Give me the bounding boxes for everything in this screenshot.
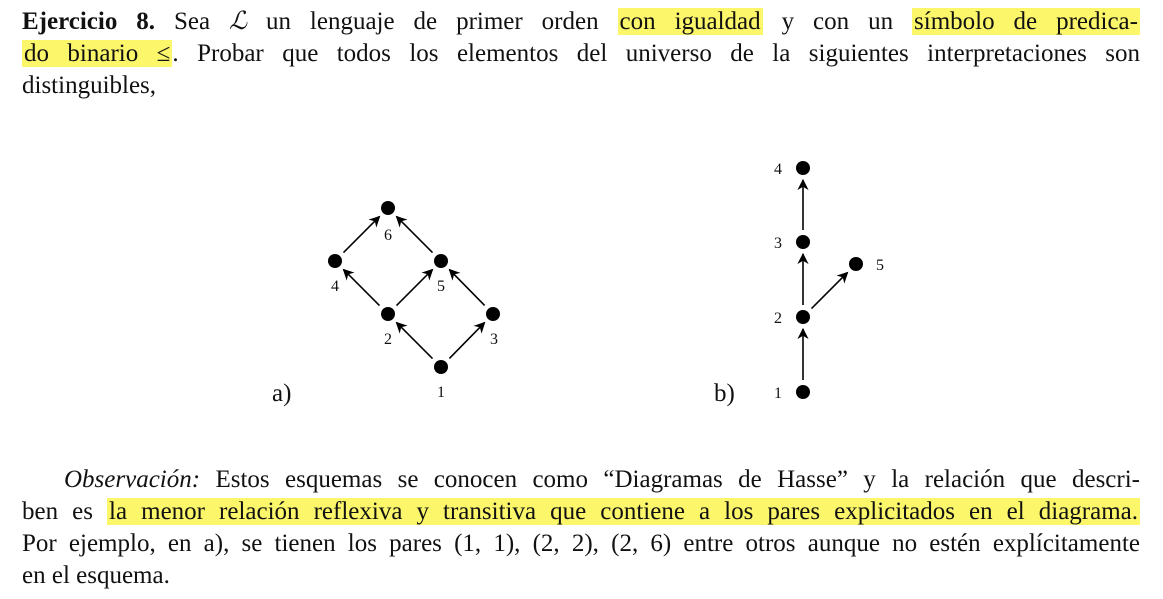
- diagram-b-node-1: [796, 385, 810, 399]
- highlight-binario: do binario ≤: [24, 40, 171, 67]
- highlight-simbolo-predicado: símbolo de predica-: [914, 8, 1138, 35]
- diagram-b-node-3: [796, 235, 810, 249]
- observation-line-4: en el esquema.: [22, 562, 170, 589]
- diagram-b-node-label-5: 5: [876, 257, 884, 274]
- exercise-line-3: distinguibles,: [22, 72, 157, 99]
- diagram-a: [272, 201, 500, 407]
- exercise-line-2: do binario ≤. Probar que todos los elementos del universo de la siguientes interpretaciones son: [24, 40, 1140, 67]
- exercise-line-1: Ejercicio 8. Sea ℒ un lenguaje de primer orden con igualdad y con un símbolo de predica-: [22, 8, 1138, 35]
- diagram-a-node-label-3: 3: [490, 331, 498, 348]
- language-symbol: ℒ: [229, 8, 248, 35]
- observation-line-3: Por ejemplo, en a), se tienen los pares (1, 1), (2, 2), (2, 6) entre otros aunque no estén explícitamente: [22, 530, 1140, 557]
- diagram-a-node-4: [328, 254, 342, 268]
- diagram-a-edge-1-3: [449, 323, 484, 359]
- diagram-b-label: b): [714, 380, 735, 407]
- diagram-a-node-label-6: 6: [384, 227, 392, 244]
- diagram-a-node-2: [381, 307, 395, 321]
- observation-line-1: Observación: Estos esquemas se conocen como “Diagramas de Hasse” y la relación que descri-: [64, 466, 1140, 493]
- observation-line-2: ben es la menor relación reflexiva y transitiva que contiene a los pares explicitados en el diagrama.: [22, 498, 1139, 525]
- diagram-a-node-label-1: 1: [437, 384, 445, 401]
- observation: [22, 464, 1140, 592]
- diagram-a-edge-2-5: [396, 269, 432, 305]
- diagram-a-node-label-4: 4: [331, 278, 339, 295]
- diagram-a-label: a): [272, 380, 292, 407]
- highlight-menor-relacion: la menor relación reflexiva y transitiva que contiene a los pares explicitados en el diagrama.: [109, 498, 1139, 525]
- diagram-b-node-label-3: 3: [774, 235, 782, 252]
- diagram-b-node-label-2: 2: [774, 310, 782, 327]
- diagram-a-node-label-5: 5: [437, 278, 445, 295]
- diagram-a-node-1: [434, 360, 448, 374]
- highlight-con-igualdad: con igualdad: [619, 8, 761, 35]
- diagram-a-node-label-2: 2: [384, 331, 392, 348]
- diagram-a-edge-1-2: [396, 322, 432, 358]
- observation-label: Observación:: [64, 466, 201, 493]
- diagram-b-edge-2-5: [811, 272, 847, 308]
- diagram-b-node-label-4: 4: [774, 161, 782, 178]
- diagram-a-edge-2-4: [343, 269, 379, 305]
- diagram-b-node-label-1: 1: [774, 385, 782, 402]
- diagram-a-node-6: [381, 201, 395, 215]
- diagram-b: [714, 161, 884, 407]
- diagram-a-edge-3-5: [449, 270, 484, 306]
- diagram-a-edge-5-6: [396, 216, 432, 252]
- diagram-b-node-5: [849, 257, 863, 271]
- diagram-b-node-2: [796, 310, 810, 324]
- diagram-a-edge-4-6: [343, 216, 379, 252]
- diagram-a-node-3: [486, 307, 500, 321]
- diagram-b-node-4: [796, 161, 810, 175]
- exercise-heading: Ejercicio 8.: [22, 8, 156, 35]
- diagram-a-node-5: [434, 254, 448, 268]
